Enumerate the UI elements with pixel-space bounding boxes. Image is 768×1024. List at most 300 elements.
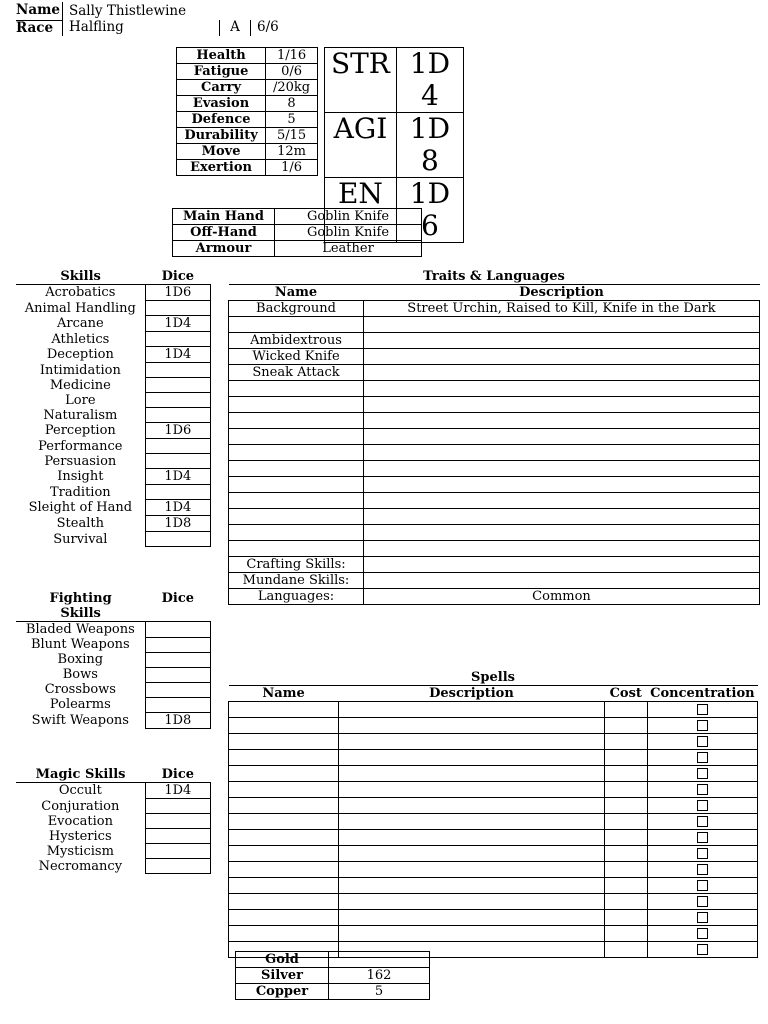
magic-skills-table [16,767,211,874]
stat-value[interactable]: 1/16 [266,48,318,64]
skill-name: Tradition [49,484,111,500]
spell-name[interactable] [229,798,339,814]
skill-dice[interactable] [145,682,210,697]
trait-row [229,493,760,509]
skill-row-lore [16,393,211,408]
spell-row [229,894,758,910]
skill-name: Arcane [56,316,104,331]
trait-row [229,429,760,445]
spell-description[interactable] [339,926,605,942]
spell-row [229,766,758,782]
traits-table [228,269,760,605]
skill-dice[interactable] [145,363,210,378]
concentration-checkbox[interactable] [697,864,708,875]
trait-description[interactable] [364,461,760,477]
coin-row-silver [236,968,430,984]
skill-row-deception [16,347,211,363]
trait-description[interactable] [364,541,760,557]
trait-description[interactable]: Common [364,589,760,605]
spell-cost[interactable] [604,734,647,750]
trait-description[interactable] [364,413,760,429]
skill-name: Deception [46,347,114,362]
trait-row [229,349,760,365]
trait-name[interactable] [229,541,364,557]
spell-cost[interactable] [604,766,647,782]
trait-name[interactable]: Mundane Skills: [229,573,364,589]
spell-row [229,734,758,750]
skill-dice[interactable] [145,829,210,844]
skill-row-athletics [16,332,211,347]
trait-row [229,573,760,589]
extra-label: A [220,20,251,36]
trait-row [229,445,760,461]
stat-value[interactable]: 1/6 [266,160,318,176]
skill-dice[interactable]: 1D4 [145,500,210,516]
skill-row-necromancy [16,859,211,874]
skill-name: Acrobatics [45,285,116,301]
spell-description[interactable] [339,718,605,734]
trait-description[interactable] [364,445,760,461]
skill-dice[interactable] [145,454,210,469]
spell-name[interactable] [229,702,339,718]
skill-row-crossbows [16,682,211,697]
trait-name[interactable]: Sneak Attack [229,365,364,381]
skill-dice[interactable] [145,814,210,829]
spell-row [229,814,758,830]
concentration-checkbox[interactable] [697,912,708,923]
skill-name: Survival [53,531,108,547]
spell-cost[interactable] [604,862,647,878]
stat-value[interactable]: 8 [266,96,318,112]
spell-cost[interactable] [604,926,647,942]
skill-dice[interactable]: 1D4 [145,783,210,799]
fighting-skills-table [16,591,211,729]
spell-description[interactable] [339,830,605,846]
stat-value[interactable]: 0/6 [266,64,318,80]
concentration-checkbox[interactable] [697,768,708,779]
stat-label: Evasion [177,96,266,112]
equipment-row-off-hand [173,225,422,241]
stat-value[interactable]: 5/15 [266,128,318,144]
spell-row [229,750,758,766]
spell-row [229,926,758,942]
trait-description[interactable] [364,333,760,349]
skill-name: Necromancy [38,858,123,874]
skill-row-bows [16,667,211,682]
spell-name[interactable] [229,830,339,846]
skill-dice[interactable] [145,408,210,423]
skill-dice[interactable] [145,697,210,712]
spells-desc-header: Description [429,686,514,701]
skill-name: Animal Handling [24,300,136,316]
attribute-value[interactable]: 1D4 [396,48,463,113]
skill-dice[interactable] [145,332,210,347]
coin-value[interactable]: 5 [329,984,430,1000]
spell-description[interactable] [339,894,605,910]
equipment-label: Armour [173,241,275,257]
skill-row-perception [16,423,211,439]
spell-name[interactable] [229,846,339,862]
magic-dice-header: Dice [145,767,210,783]
spell-cost[interactable] [604,750,647,766]
spell-concentration [647,798,757,814]
spell-description[interactable] [339,750,605,766]
coin-row-copper [236,984,430,1000]
skill-dice[interactable]: 1D6 [145,285,210,301]
spell-row [229,782,758,798]
skill-dice[interactable] [145,393,210,408]
trait-name[interactable]: Wicked Knife [229,349,364,365]
equipment-label: Main Hand [173,209,275,225]
skill-name: Persuasion [44,453,117,469]
skill-name: Performance [38,438,123,454]
trait-row [229,397,760,413]
spell-name[interactable] [229,814,339,830]
stat-label: Defence [177,112,266,128]
skill-dice[interactable]: 1D8 [145,516,210,532]
trait-name[interactable] [229,493,364,509]
skill-dice[interactable] [145,859,210,874]
trait-description[interactable] [364,493,760,509]
trait-description[interactable] [364,349,760,365]
equipment-value[interactable]: Goblin Knife [275,209,422,225]
skill-row-sleight-of-hand [16,500,211,516]
skill-row-arcane [16,316,211,332]
spell-row [229,718,758,734]
spell-description[interactable] [339,910,605,926]
attribute-value[interactable]: 1D6 [396,178,463,243]
spell-cost[interactable] [604,894,647,910]
trait-description[interactable] [364,381,760,397]
stat-value[interactable]: /20kg [266,80,318,96]
skill-dice[interactable] [145,485,210,500]
spell-concentration [647,942,757,958]
concentration-checkbox[interactable] [697,832,708,843]
attribute-value[interactable]: 1D8 [396,113,463,178]
skill-row-animal-handling [16,301,211,316]
spell-concentration [647,894,757,910]
stat-value[interactable]: 12m [266,144,318,160]
skill-name: Stealth [56,516,104,531]
spells-conc-header: Concentration [650,686,755,701]
spell-description[interactable] [339,734,605,750]
spell-description[interactable] [339,766,605,782]
trait-row [229,461,760,477]
spell-description[interactable] [339,798,605,814]
trait-row [229,317,760,333]
skill-name: Sleight of Hand [28,500,133,515]
spell-name[interactable] [229,910,339,926]
skill-name: Blunt Weapons [30,637,130,652]
trait-description[interactable] [364,557,760,573]
spell-name[interactable] [229,926,339,942]
skill-name: Occult [58,783,102,799]
spell-name[interactable] [229,782,339,798]
skill-dice[interactable] [145,378,210,393]
trait-description[interactable] [364,317,760,333]
coin-label: Copper [236,984,329,1000]
skill-name: Conjuration [41,798,120,814]
stat-label: Move [177,144,266,160]
skill-name: Crossbows [44,682,116,697]
derived-stats-table [176,47,318,176]
spell-cost[interactable] [604,846,647,862]
spell-name[interactable] [229,750,339,766]
skill-name: Athletics [51,331,110,347]
trait-row [229,365,760,381]
skill-dice[interactable]: 1D8 [145,712,210,728]
trait-name[interactable] [229,429,364,445]
equipment-row-armour [173,241,422,257]
stat-value[interactable]: 5 [266,112,318,128]
concentration-checkbox[interactable] [697,704,708,715]
skills-dice-header: Dice [145,269,210,285]
trait-row [229,589,760,605]
skill-row-insight [16,469,211,485]
spell-description[interactable] [339,846,605,862]
spell-concentration [647,846,757,862]
trait-name[interactable] [229,381,364,397]
trait-row [229,301,760,317]
spell-name[interactable] [229,878,339,894]
stat-label: Carry [177,80,266,96]
spell-concentration [647,814,757,830]
trait-description[interactable] [364,429,760,445]
stat-label: Exertion [177,160,266,176]
trait-row [229,381,760,397]
equipment-row-main-hand [173,209,422,225]
spells-cost-header: Cost [609,686,642,701]
spell-concentration [647,926,757,942]
skill-row-intimidation [16,363,211,378]
skill-row-medicine [16,378,211,393]
skill-dice[interactable]: 1D4 [145,347,210,363]
skill-row-polearms [16,697,211,712]
name-label: Name [16,2,63,20]
trait-name[interactable]: Background [229,301,364,317]
equipment-value[interactable]: Goblin Knife [275,225,422,241]
skill-name: Swift Weapons [31,712,129,728]
skill-dice[interactable] [145,667,210,682]
stat-label: Health [177,48,266,64]
skill-name: Mysticism [46,843,114,859]
spell-concentration [647,766,757,782]
spell-cost[interactable] [604,702,647,718]
skill-row-evocation [16,814,211,829]
race-value[interactable]: Halfling [63,20,220,36]
spell-description[interactable] [339,782,605,798]
skill-dice[interactable]: 1D6 [145,423,210,439]
trait-name[interactable] [229,461,364,477]
trait-name[interactable] [229,317,364,333]
spell-concentration [647,702,757,718]
traits-title: Traits & Languages [229,269,760,285]
spells-table [228,670,758,958]
fighting-skills-header: Fighting Skills [16,591,145,622]
trait-description[interactable] [364,477,760,493]
stat-row-evasion [177,96,318,112]
concentration-checkbox[interactable] [697,816,708,827]
attribute-label: AGI [325,113,397,178]
spells-title: Spells [229,670,758,686]
skill-dice[interactable] [145,301,210,316]
attribute-row-agi [325,113,464,178]
skill-dice[interactable] [145,844,210,859]
spell-name[interactable] [229,718,339,734]
skill-name: Boxing [57,652,104,667]
spell-row [229,830,758,846]
skills-table [16,269,211,547]
skill-name: Evocation [47,813,113,829]
skill-dice[interactable]: 1D4 [145,316,210,332]
skill-dice[interactable] [145,622,210,638]
extra-value[interactable]: 6/6 [251,20,309,36]
trait-name[interactable] [229,445,364,461]
skill-row-occult [16,783,211,799]
spell-description[interactable] [339,878,605,894]
spell-row [229,910,758,926]
concentration-checkbox[interactable] [697,736,708,747]
skill-dice[interactable] [145,799,210,814]
trait-row [229,557,760,573]
traits-name-header: Name [274,285,318,300]
stat-row-health [177,48,318,64]
coin-label: Gold [236,952,329,968]
fighting-dice-header: Dice [145,591,210,622]
skill-row-naturalism [16,408,211,423]
trait-name[interactable] [229,477,364,493]
trait-description[interactable] [364,509,760,525]
skill-row-stealth [16,516,211,532]
trait-row [229,413,760,429]
skill-row-acrobatics [16,285,211,301]
skill-dice[interactable]: 1D4 [145,469,210,485]
trait-name[interactable] [229,413,364,429]
stat-row-move [177,144,318,160]
spell-concentration [647,830,757,846]
trait-name[interactable]: Languages: [229,589,364,605]
skill-row-mysticism [16,844,211,859]
concentration-checkbox[interactable] [697,944,708,955]
skill-dice[interactable] [145,439,210,454]
skill-name: Lore [65,392,96,408]
trait-name[interactable] [229,509,364,525]
skill-row-performance [16,439,211,454]
equipment-label: Off-Hand [173,225,275,241]
traits-desc-header: Description [519,285,604,300]
spell-name[interactable] [229,894,339,910]
coin-row-gold [236,952,430,968]
skill-name: Insight [57,469,104,484]
trait-description[interactable] [364,365,760,381]
spell-concentration [647,782,757,798]
spell-cost[interactable] [604,942,647,958]
spell-description[interactable] [339,702,605,718]
skills-header: Skills [16,269,145,285]
spell-name[interactable] [229,766,339,782]
race-label: Race [16,19,54,36]
coin-value[interactable] [329,952,430,968]
trait-description[interactable]: Street Urchin, Raised to Kill, Knife in the Dark [364,301,760,317]
spell-cost[interactable] [604,782,647,798]
attribute-label: EN [325,178,397,243]
spell-cost[interactable] [604,798,647,814]
concentration-checkbox[interactable] [697,720,708,731]
spell-cost[interactable] [604,814,647,830]
skill-dice[interactable] [145,532,210,547]
stat-row-defence [177,112,318,128]
concentration-checkbox[interactable] [697,752,708,763]
spell-row [229,846,758,862]
skill-name: Naturalism [43,407,118,423]
spell-name[interactable] [229,862,339,878]
trait-name[interactable]: Ambidextrous [229,333,364,349]
name-value[interactable]: Sally Thistlewine [63,2,309,20]
skill-row-survival [16,532,211,547]
spell-concentration [647,862,757,878]
trait-row [229,477,760,493]
stat-row-carry [177,80,318,96]
skill-dice[interactable] [145,652,210,667]
spell-cost[interactable] [604,878,647,894]
trait-name[interactable]: Crafting Skills: [229,557,364,573]
concentration-checkbox[interactable] [697,800,708,811]
concentration-checkbox[interactable] [697,896,708,907]
skill-name: Hysterics [49,828,112,844]
trait-description[interactable] [364,525,760,541]
concentration-checkbox[interactable] [697,848,708,859]
spell-cost[interactable] [604,910,647,926]
equipment-value[interactable]: Leather [275,241,422,257]
coin-label: Silver [236,968,329,984]
skill-dice[interactable] [145,637,210,652]
spell-concentration [647,718,757,734]
concentration-checkbox[interactable] [697,880,708,891]
skill-row-boxing [16,652,211,667]
trait-description[interactable] [364,573,760,589]
stat-row-fatigue [177,64,318,80]
spell-concentration [647,750,757,766]
attribute-row-str [325,48,464,113]
coin-value[interactable]: 162 [329,968,430,984]
spell-description[interactable] [339,814,605,830]
equipment-table [172,208,422,257]
skill-row-tradition [16,485,211,500]
spell-description[interactable] [339,862,605,878]
spell-row [229,798,758,814]
concentration-checkbox[interactable] [697,784,708,795]
skill-name: Intimidation [39,362,121,378]
spell-row [229,878,758,894]
magic-skills-header: Magic Skills [16,767,145,783]
skill-row-conjuration [16,799,211,814]
skill-row-swift-weapons [16,712,211,728]
trait-description[interactable] [364,397,760,413]
spell-cost[interactable] [604,830,647,846]
trait-name[interactable] [229,525,364,541]
skill-row-hysterics [16,829,211,844]
trait-name[interactable] [229,397,364,413]
spell-row [229,702,758,718]
coins-table [235,951,430,1000]
spells-name-header: Name [262,686,305,701]
trait-row [229,525,760,541]
spell-concentration [647,910,757,926]
spell-cost[interactable] [604,718,647,734]
concentration-checkbox[interactable] [697,928,708,939]
spell-name[interactable] [229,734,339,750]
skill-row-persuasion [16,454,211,469]
